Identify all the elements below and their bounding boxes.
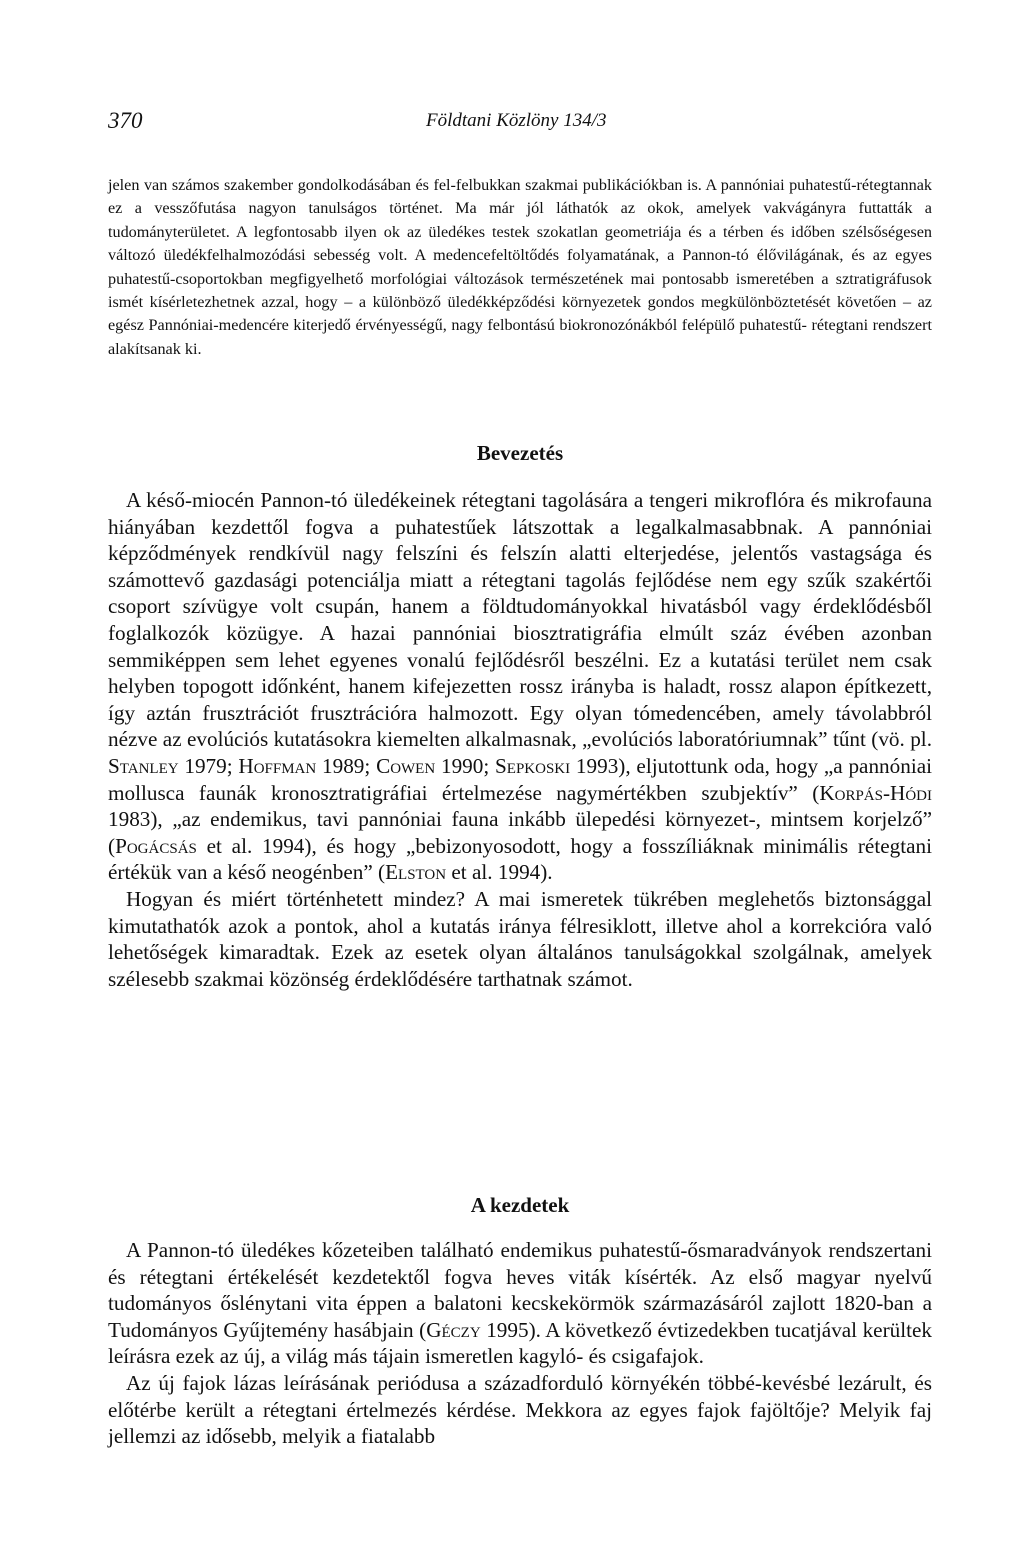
journal-title: Földtani Közlöny 134/3 <box>426 110 607 131</box>
section-bevezetes-body <box>108 487 932 992</box>
abstract <box>108 174 932 361</box>
citation: Géczy <box>426 1317 481 1342</box>
citation: Sepkoski <box>495 753 571 778</box>
citation: Cowen <box>376 753 436 778</box>
abstract-paragraph: jelen van számos szakember gondolkodásában és fel-felbukkan szakmai publikációkban is. A pannóniai puhatestű-rétegtannak ez a vesszőfutása nagyon tanulságos történet. Ma már jól láthatók az okok, amelyek vakvágányra futtatták a tudományterületet. A legfontosabb ilyen ok az üledékes testek szokatlan geometriája és a térben és időben szélsőségesen változó üledékfelhalmozódási sebesség volt. A medencefeltöltődés folyamatának, a Pannon-tó élővilágának, és az egyes puhatestű-csoportokban megfigyelhető morfológiai változások természetének mai pontosabb ismeretében a sztratigráfusok ismét kísérletezhetnek azzal, hogy – a különböző üledékképződési környezetek gondos megkülönböztetését követően – az egész Pannóniai-medencére kiterjedő érvényességű, nagy felbontású biokronozónákból felépülő puhatestű- rétegtani rendszert alakítsanak ki. <box>108 176 932 358</box>
paragraph: Hogyan és miért történhetett mindez? A mai ismeretek tükrében meglehetős biztonsággal kimutathatók azok a pontok, ahol a kutatás iránya félresiklott, illetve ahol a korrekcióra való lehetőségek kimaradtak. Ezek az esetek olyan általános tanulságokkal szolgálnak, amelyek szélesebb szakmai közönség érdeklődésére tarthatnak számot. <box>108 886 932 991</box>
citation: Stanley <box>108 753 179 778</box>
paragraph: A Pannon-tó üledékes kőzeteiben található endemikus puhatestű-ősmaradványok rendszertani és rétegtani értékelését kezdetektől fogva heves viták kísérték. Az első magyar nyelvű tudományos őslénytani vita éppen a balatoni kecskekörmök származásáról zajlott 1820-ban a Tudományos Gyűjtemény hasábjain (Géczy 1995). A következő évtizedekben tucatjával kerültek leírásra ezek az új, a világ más tájain ismeretlen kagyló- és csigafajok. <box>108 1238 932 1369</box>
page-number: 370 <box>108 108 143 133</box>
page-header <box>108 108 932 138</box>
section-kezdetek-body <box>108 1237 932 1450</box>
citation: Korpás-Hódi <box>819 780 932 805</box>
section-heading-bevezetes: Bevezetés <box>476 441 564 465</box>
paragraph: Az új fajok lázas leírásának periódusa a századforduló környékén többé-kevésbé lezárult, és előtérbe került a rétegtani értelmezés kérdése. Mekkora az egyes fajok fajöltője? Melyik faj jellemzi az idősebb, melyik a fiatalabb <box>108 1370 932 1449</box>
citation: Pogácsás <box>115 833 197 858</box>
paragraph: A késő-miocén Pannon-tó üledékeinek rétegtani tagolására a tengeri mikroflóra és mikrofauna hiányában kezdettől fogva a puhatestűek látszottak a legalkalmasabbnak. A pannóniai képződmények rendkívül nagy felszíni és felszín alatti elterjedése, jelentős vastagsága és számottevő gazdasági potenciálja miatt a rétegtani tagolás fejlődése nem egy szűk szakértői csoport szívügye volt csupán, hanem a földtudományokkal hivatásból vagy érdeklődésből foglalkozók közügye. A hazai pannóniai biosztratigráfia elmúlt száz évében azonban semmiképpen sem lehet egyenes vonalú fejlődésről beszélni. Ez a kutatási terület nem csak helyben topogott időnként, hanem kifejezetten rossz irányba is haladt, rossz alapon építkezett, így aztán frusztrációt frusztrációra halmozott. Egy olyan tómedencében, amely távolabbról nézve az evolúciós kutatásokra kiemelten alkalmasnak, „evolúciós laboratóriumnak” tűnt (vö. pl. Stanley 1979; Hoffman 1989; Cowen 1990; Sepkoski 1993), eljutottunk oda, hogy „a pannóniai mollusca faunák kronosztratigráfiai értelmezése nagymértékben szubjektív” (Korpás-Hódi 1983), „az endemikus, tavi pannóniai fauna inkább ülepedési környezet-, mintsem korjelző” (Pogácsás et al. 1994), és hogy „bebizonyosodott, hogy a fosszíliáknak minimális rétegtani értékük van a késő neogénben” (Elston et al. 1994). <box>108 488 932 885</box>
citation: Hoffman <box>238 753 317 778</box>
section-heading-a-kezdetek: A kezdetek <box>470 1193 570 1217</box>
citation: Elston <box>385 860 447 885</box>
